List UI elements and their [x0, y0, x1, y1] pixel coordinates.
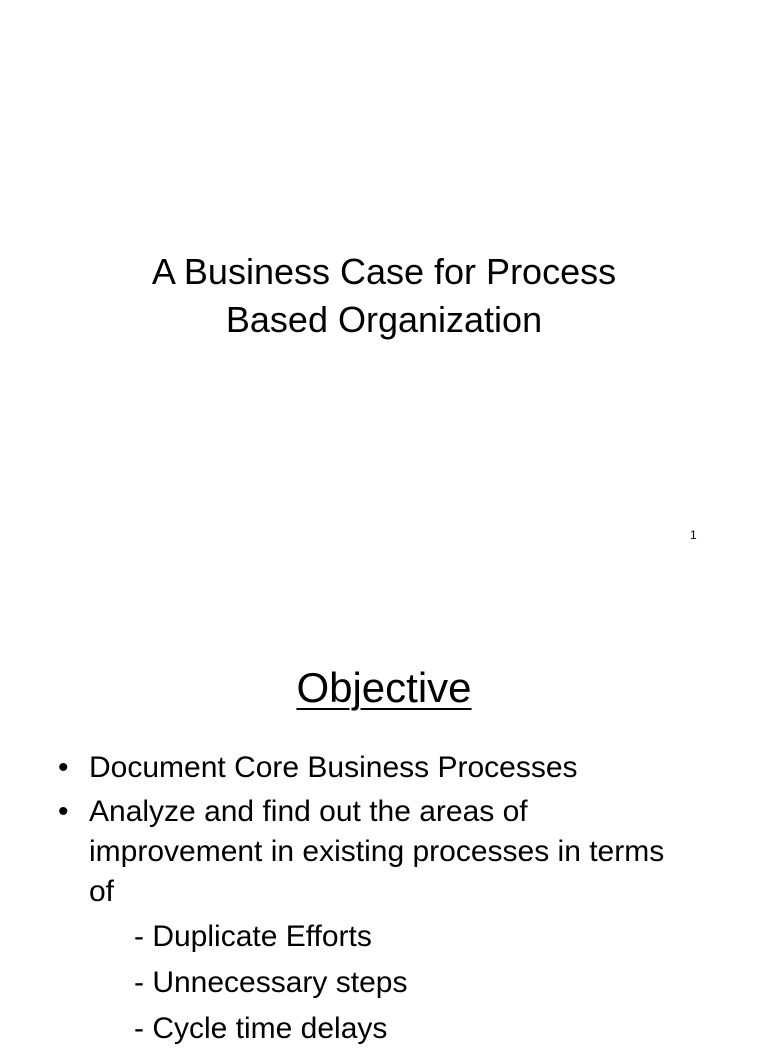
bullet-text: Document Core Business Processes [89, 751, 578, 784]
bullet-icon: • [58, 795, 69, 828]
slide-title [0, 248, 768, 344]
sub-item: - Cycle time delays [134, 1012, 388, 1045]
slide-heading: Objective [296, 664, 472, 711]
title-line-2: Based Organization [225, 299, 543, 340]
sub-item: - Duplicate Efforts [134, 920, 372, 953]
bullet-text: Analyze and find out the areas of improvement in existing processes in terms of [89, 795, 665, 908]
title-line-1: A Business Case for Process [151, 251, 617, 292]
sub-item: - Unnecessary steps [134, 966, 408, 999]
bullet-item [0, 748, 768, 788]
sub-item-list [89, 914, 668, 1052]
slide-2 [0, 576, 768, 1045]
bullet-list [0, 748, 768, 1056]
bullet-item [0, 792, 768, 1052]
bullet-icon: • [58, 751, 69, 784]
page-number: 1 [690, 528, 697, 542]
